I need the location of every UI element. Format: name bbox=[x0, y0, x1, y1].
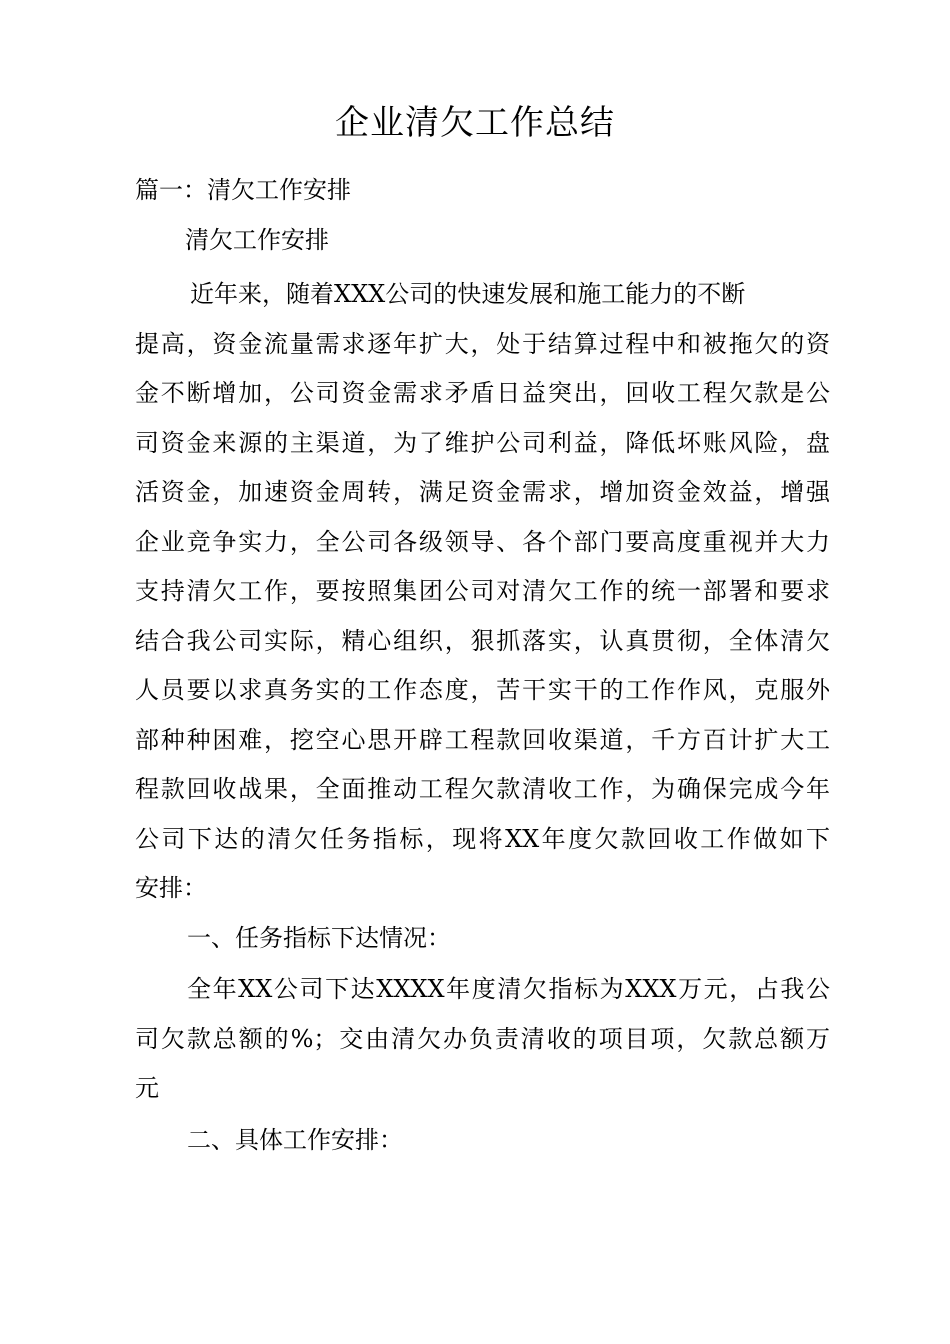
paragraph-line: 提高，资金流量需求逐年扩大，处于结算过程中和被拖欠的资 bbox=[135, 329, 830, 358]
section-heading: 篇一：清欠工作安排 bbox=[135, 176, 351, 204]
paragraph-line: 部种种困难，挖空心思开辟工程款回收渠道，千方百计扩大工 bbox=[135, 725, 830, 754]
sub-heading: 清欠工作安排 bbox=[185, 226, 329, 254]
paragraph-line: 金不断增加，公司资金需求矛盾日益突出，回收工程欠款是公 bbox=[135, 379, 830, 407]
paragraph-line: 程款回收战果，全面推动工程欠款清收工作，为确保完成今年 bbox=[135, 775, 830, 803]
heading-work-arrangement: 二、具体工作安排： bbox=[187, 1126, 403, 1154]
paragraph-line: 安排： bbox=[135, 874, 207, 902]
paragraph-line: 活资金，加速资金周转，满足资金需求，增加资金效益，增强 bbox=[135, 478, 830, 506]
paragraph-line: 元 bbox=[135, 1074, 159, 1102]
intro-paragraph bbox=[135, 270, 830, 914]
paragraph-line: 近年来，随着XXX公司的快速发展和施工能力的不断 bbox=[190, 280, 746, 308]
document-title: 企业清欠工作总结 bbox=[335, 103, 615, 143]
heading-task-targets: 一、任务指标下达情况： bbox=[187, 924, 451, 952]
paragraph-line: 支持清欠工作，要按照集团公司对清欠工作的统一部署和要求 bbox=[135, 577, 830, 605]
paragraph-line: 司资金来源的主渠道，为了维护公司利益，降低坏账风险，盘 bbox=[135, 428, 830, 457]
paragraph-line: 企业竞争实力，全公司各级领导、各个部门要高度重视并大力 bbox=[135, 527, 830, 556]
task-paragraph bbox=[135, 965, 830, 1114]
paragraph-line: 司欠款总额的%；交由清欠办负责清收的项目项，欠款总额万 bbox=[135, 1024, 830, 1053]
paragraph-line: 结合我公司实际，精心组织，狠抓落实，认真贯彻，全体清欠 bbox=[135, 626, 830, 655]
paragraph-line: 人员要以求真务实的工作态度，苦干实干的工作作风，克服外 bbox=[135, 676, 830, 704]
paragraph-line: 全年XX公司下达XXXX年度清欠指标为XXX万元，占我公 bbox=[187, 975, 830, 1003]
paragraph-line: 公司下达的清欠任务指标，现将XX年度欠款回收工作做如下 bbox=[135, 824, 830, 853]
